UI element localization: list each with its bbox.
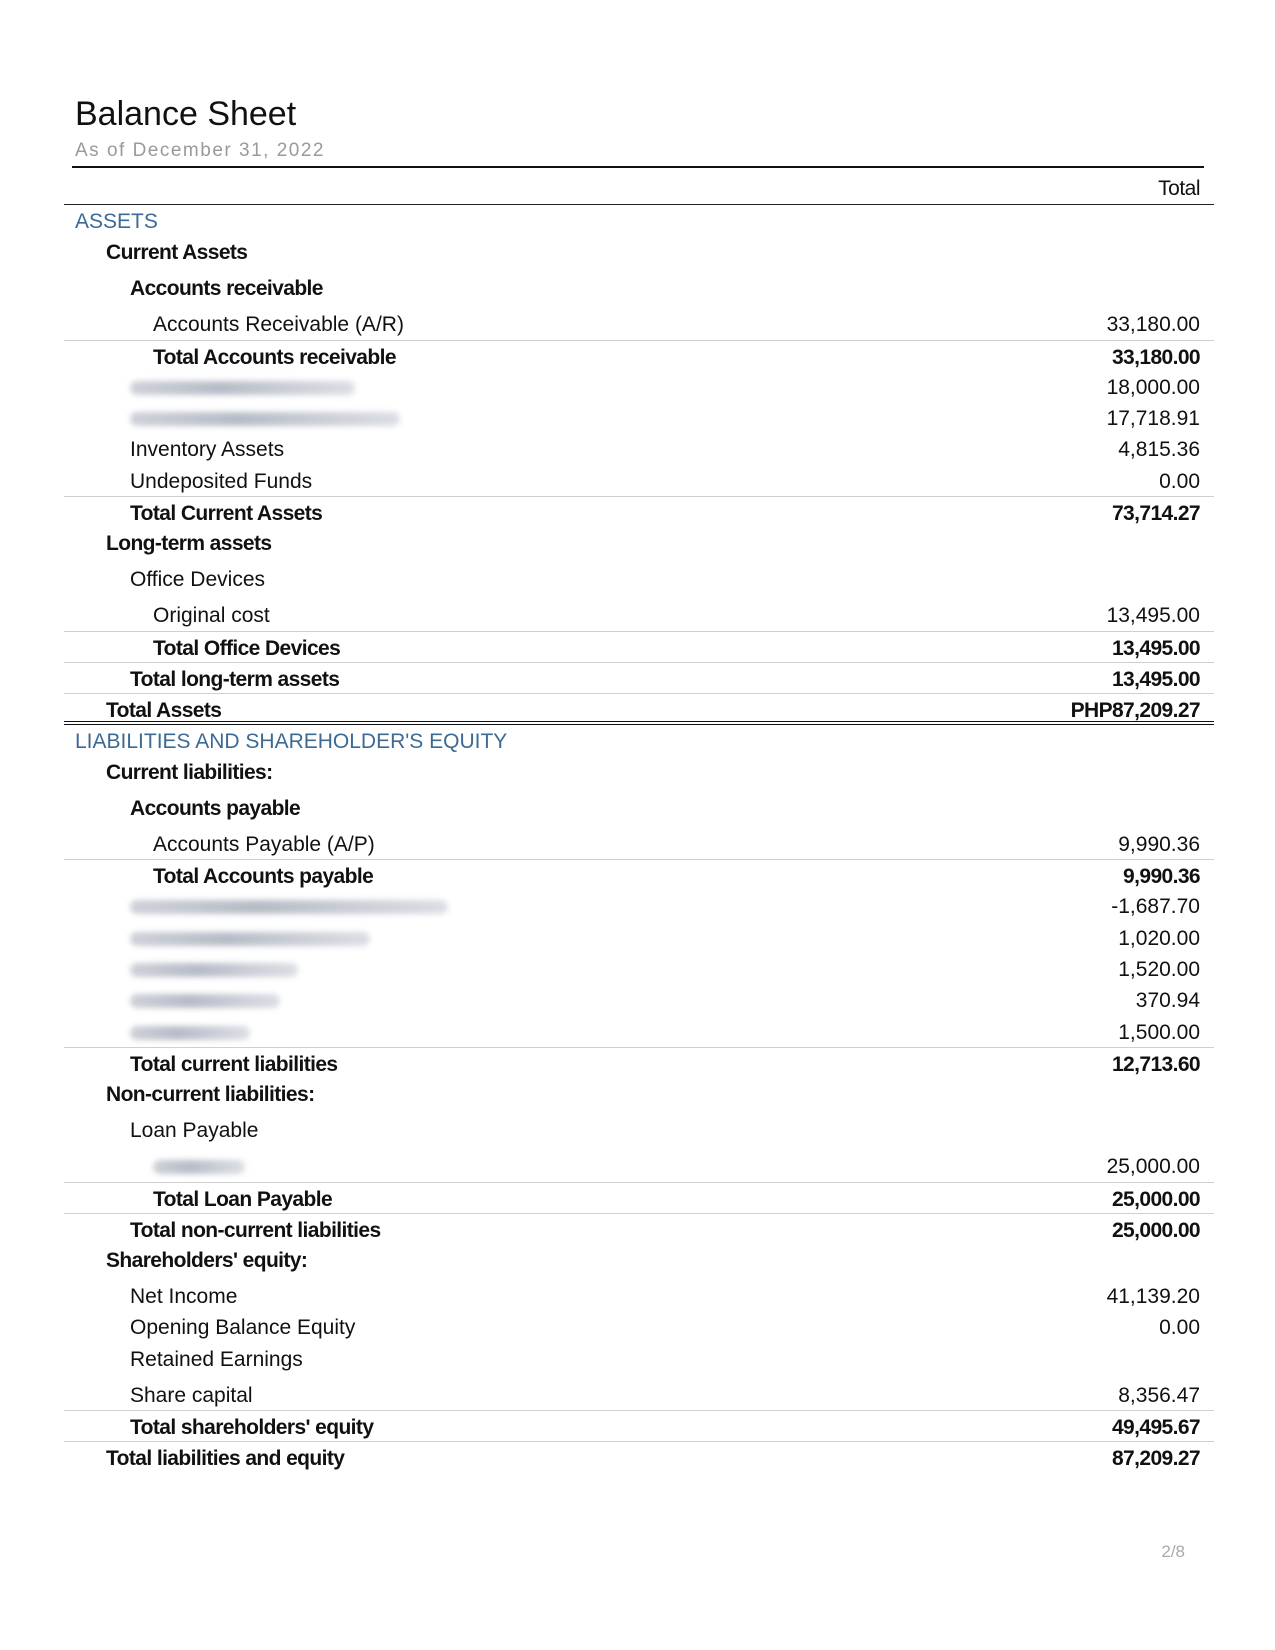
line-item-row: [64, 1078, 1214, 1114]
row-amount: 13,495.00: [1111, 636, 1200, 660]
row-amount: 0.00: [1159, 1316, 1200, 1340]
row-amount: 73,714.27: [1111, 502, 1200, 526]
line-item-row: [64, 1343, 1214, 1379]
redaction-blur: [130, 932, 370, 946]
row-label: Opening Balance Equity: [130, 1316, 356, 1340]
line-item-row: [64, 402, 1214, 433]
total-row: [64, 1182, 1214, 1213]
row-label: Original cost: [153, 604, 270, 628]
row-amount: 25,000.00: [1111, 1218, 1200, 1242]
total-row: [64, 662, 1214, 693]
line-item-row: [64, 1280, 1214, 1311]
row-amount: 9,990.36: [1118, 832, 1200, 856]
line-item-row: [64, 1016, 1214, 1047]
line-item-row: [64, 527, 1214, 563]
row-amount: 370.94: [1135, 989, 1200, 1013]
row-label: Current Assets: [106, 241, 248, 265]
row-label: Accounts payable: [130, 796, 301, 820]
line-item-row: [64, 953, 1214, 984]
total-row: [64, 340, 1214, 371]
line-item-row: [64, 984, 1214, 1015]
row-amount: 1,500.00: [1118, 1020, 1200, 1044]
row-label: Total Loan Payable: [153, 1187, 333, 1211]
row-amount: PHP87,209.27: [1070, 699, 1200, 723]
row-label: Total shareholders' equity: [130, 1416, 374, 1440]
redaction-blur: [130, 1026, 250, 1040]
section-heading-row: [64, 205, 1214, 236]
row-amount: 49,495.67: [1111, 1416, 1200, 1440]
total-row: [64, 859, 1214, 890]
line-item-row: [64, 465, 1214, 496]
row-label: Shareholders' equity:: [106, 1249, 308, 1273]
redacted-account-name: [130, 927, 370, 952]
row-amount: 12,713.60: [1111, 1052, 1200, 1076]
total-row: [64, 496, 1214, 527]
redacted-account-name: [130, 895, 448, 920]
total-row: [64, 1047, 1214, 1078]
redaction-blur: [130, 994, 280, 1008]
row-amount: 25,000.00: [1106, 1155, 1200, 1179]
row-label: Non-current liabilities:: [106, 1083, 315, 1107]
row-amount: 13,495.00: [1106, 604, 1200, 628]
row-label: Retained Earnings: [130, 1347, 303, 1371]
row-label: Total long-term assets: [130, 667, 340, 691]
row-amount: 18,000.00: [1106, 375, 1200, 399]
redacted-account-name: [130, 1021, 250, 1046]
report-date: As of December 31, 2022: [75, 140, 325, 161]
row-amount: 41,139.20: [1106, 1285, 1200, 1309]
row-label: Inventory Assets: [130, 438, 285, 462]
row-amount: 13,495.00: [1111, 667, 1200, 691]
redaction-blur: [130, 381, 355, 395]
row-label: Total Current Assets: [130, 502, 323, 526]
row-label: Accounts receivable: [130, 277, 323, 301]
balance-sheet-table: [64, 205, 1214, 1473]
line-item-row: [64, 371, 1214, 402]
row-label: Net Income: [130, 1285, 238, 1309]
row-amount: 1,020.00: [1118, 926, 1200, 950]
row-amount: 4,815.36: [1118, 438, 1200, 462]
total-row: [64, 1441, 1214, 1472]
line-item-row: [64, 1379, 1214, 1410]
total-row: [64, 1213, 1214, 1244]
line-item-row: [64, 236, 1214, 272]
row-amount: 33,180.00: [1106, 313, 1200, 337]
row-label: Loan Payable: [130, 1119, 259, 1143]
row-label: Total Accounts receivable: [153, 345, 396, 369]
redacted-account-name: [130, 407, 400, 432]
redacted-account-name: [130, 376, 355, 401]
row-amount: -1,687.70: [1111, 895, 1200, 919]
line-item-row: [64, 756, 1214, 792]
row-label: Total liabilities and equity: [106, 1447, 345, 1471]
line-item-row: [64, 433, 1214, 464]
section-heading-row: [64, 725, 1214, 756]
line-item-row: [64, 1244, 1214, 1280]
row-amount: 25,000.00: [1111, 1187, 1200, 1211]
total-row: [64, 693, 1214, 724]
row-label: Total current liabilities: [130, 1052, 338, 1076]
row-label: Accounts Payable (A/P): [153, 832, 375, 856]
row-amount: 87,209.27: [1111, 1447, 1200, 1471]
title-divider: [72, 166, 1204, 168]
row-label: Undeposited Funds: [130, 469, 313, 493]
row-label: Total Office Devices: [153, 636, 341, 660]
row-label: Total Assets: [106, 699, 222, 723]
line-item-row: [64, 272, 1214, 308]
row-label: Long-term assets: [106, 532, 272, 556]
row-label: ASSETS: [75, 210, 158, 233]
line-item-row: [64, 922, 1214, 953]
total-row: [64, 631, 1214, 662]
row-label: LIABILITIES AND SHAREHOLDER'S EQUITY: [75, 729, 508, 753]
redaction-blur: [130, 412, 400, 426]
row-label: Current liabilities:: [106, 760, 273, 784]
line-item-row: [64, 1311, 1214, 1342]
column-header-row: [64, 173, 1214, 205]
row-label: Total non-current liabilities: [130, 1218, 381, 1242]
line-item-row: [64, 1150, 1214, 1181]
row-label: Total Accounts payable: [153, 865, 374, 889]
column-header-total: Total: [1158, 177, 1200, 200]
line-item-row: [64, 599, 1214, 630]
row-amount: 1,520.00: [1118, 958, 1200, 982]
redacted-account-name: [130, 958, 298, 983]
row-label: Office Devices: [130, 568, 265, 592]
redaction-blur: [153, 1160, 245, 1174]
row-label: Accounts Receivable (A/R): [153, 313, 404, 337]
line-item-row: [64, 828, 1214, 859]
redacted-account-name: [130, 989, 280, 1014]
row-amount: 9,990.36: [1123, 865, 1200, 889]
row-amount: 8,356.47: [1118, 1383, 1200, 1407]
row-label: Share capital: [130, 1383, 253, 1407]
redaction-blur: [130, 900, 448, 914]
total-row: [64, 1410, 1214, 1441]
line-item-row: [64, 308, 1214, 339]
line-item-row: [64, 1114, 1214, 1150]
row-amount: 33,180.00: [1111, 345, 1200, 369]
line-item-row: [64, 563, 1214, 599]
report-title: Balance Sheet: [75, 95, 297, 133]
page-number: 2/8: [1161, 1542, 1185, 1561]
redaction-blur: [130, 963, 298, 977]
row-amount: 17,718.91: [1106, 407, 1200, 431]
redacted-account-name: [153, 1155, 245, 1180]
line-item-row: [64, 890, 1214, 921]
line-item-row: [64, 792, 1214, 828]
row-amount: 0.00: [1159, 469, 1200, 493]
